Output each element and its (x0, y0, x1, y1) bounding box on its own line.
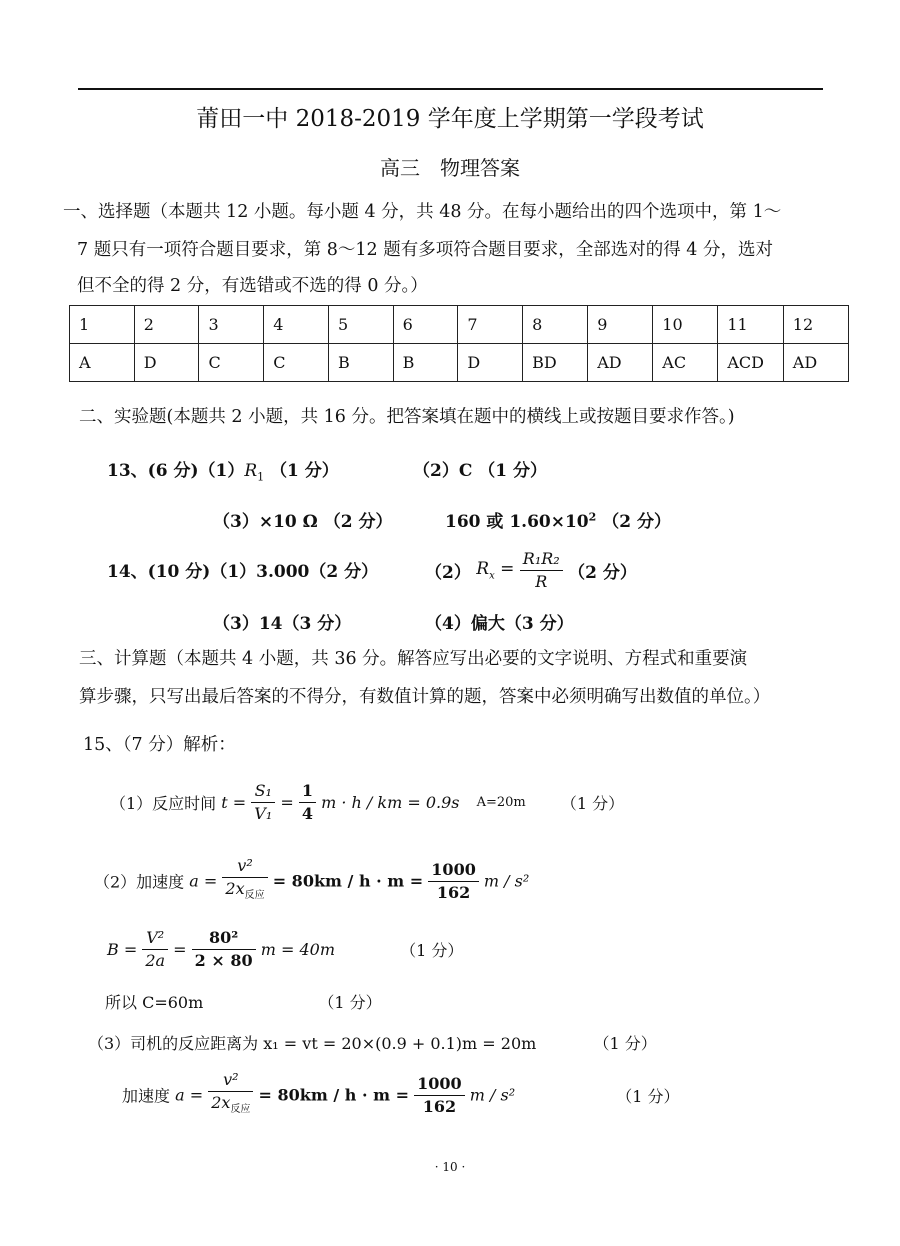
table-cell: 8 (523, 306, 588, 344)
frac-den: V₁ (254, 804, 273, 823)
q15-step2-a: a = (189, 871, 218, 891)
q15-step3-score: （1 分） (400, 941, 464, 960)
q13-part1-sub: 1 (257, 470, 265, 484)
q13-part2: （2）C （1 分） (413, 461, 548, 481)
q15-step1-score: （1 分） (560, 794, 625, 813)
table-cell: 6 (393, 306, 458, 344)
frac-num: v² (208, 1069, 253, 1092)
table-cell: B (393, 344, 458, 382)
table-cell: 12 (783, 306, 848, 344)
table-cell: AD (588, 344, 653, 382)
section3-intro-line2: 算步骤，只写出最后答案的不得分，有数值计算的题，答案中必须明确写出数值的单位。） (79, 687, 771, 707)
table-cell: D (458, 344, 523, 382)
section3-intro-line1: 三、计算题（本题共 4 小题，共 36 分。解答应写出必要的文字说明、方程式和重要演 (79, 649, 748, 669)
q15-step2-frac1 (222, 855, 267, 907)
table-cell: 4 (264, 306, 329, 344)
q15-step6-a: a = (175, 1085, 204, 1105)
q15-step2-mid: = 80km / h · m = (272, 871, 424, 891)
q15-step3 (107, 927, 463, 972)
q15-step6-score: （1 分） (616, 1086, 680, 1106)
table-cell: 5 (328, 306, 393, 344)
q14-fraction (520, 548, 563, 593)
frac-den: 162 (436, 882, 471, 902)
page-subtitle: 高三 物理答案 (380, 156, 520, 180)
frac-num: v² (222, 855, 267, 878)
frac-num: 1000 (428, 859, 479, 882)
q15-step3-frac2 (192, 927, 256, 972)
frac-den: 4 (301, 804, 313, 823)
table-cell: ACD (718, 344, 783, 382)
q15-step6-unit: m / s² (469, 1085, 516, 1105)
frac-num: 1 (299, 780, 316, 803)
section1-intro-line1: 一、选择题（本题共 12 小题。每小题 4 分，共 48 分。在每小题给出的四个选项中，第 1～ (63, 202, 782, 222)
table-cell: 11 (718, 306, 783, 344)
q14-part2 (425, 548, 637, 593)
q15-step6-frac2 (414, 1073, 465, 1118)
table-cell: 3 (199, 306, 264, 344)
q15-step3-rest: m = 40m (260, 940, 335, 959)
q13-part4-score: （2 分） (602, 512, 671, 532)
frac-num: S₁ (251, 780, 275, 803)
table-row-numbers (70, 306, 849, 344)
table-row-answers (70, 344, 849, 382)
q13-part1 (107, 456, 339, 483)
table-cell: 7 (458, 306, 523, 344)
q15-step6-frac1 (208, 1069, 253, 1121)
table-cell: AC (653, 344, 718, 382)
q15-step4-score: （1 分） (318, 993, 382, 1012)
q15-step1-rest: m · h / km = 0.9s (321, 793, 460, 812)
section2-intro: 二、实验题(本题共 2 小题，共 16 分。把答案填在题中的横线上或按题目要求作答。) (79, 407, 735, 427)
q15-step1-eq: = (280, 793, 294, 812)
q15-step6 (122, 1069, 679, 1121)
table-cell: 9 (588, 306, 653, 344)
table-cell: C (199, 344, 264, 382)
section1-intro-line3: 但不全的得 2 分，有选错或不选的得 0 分。） (77, 276, 428, 296)
q15-step5-text: （3）司机的反应距离为 x₁ = vt = 20×(0.9 + 0.1)m = 20m (88, 1034, 537, 1053)
q13-part1-label: 13、(6 分)（1） (107, 461, 245, 481)
q15-step1-frac2 (299, 780, 316, 825)
q15-step6-mid: = 80km / h · m = (258, 1085, 410, 1105)
table-cell: BD (523, 344, 588, 382)
q13-part4 (445, 507, 671, 532)
q14-part3: （3）14（3 分） (213, 614, 352, 634)
top-rule (78, 88, 823, 90)
table-cell: A (70, 344, 135, 382)
q15-step1-a: A=20m (476, 795, 526, 810)
frac-den-text: 2x (225, 879, 245, 898)
q13-part1-score: （1 分） (270, 461, 339, 481)
q13-part1-var: R (244, 461, 258, 481)
q15-step1-label: （1）反应时间 (110, 794, 217, 813)
q15-step2 (94, 855, 529, 907)
frac-den: 2a (145, 951, 166, 970)
frac-den: 2 × 80 (194, 951, 253, 970)
q15-heading: 15、（7 分）解析： (83, 735, 236, 755)
q15-step1-t: t = (221, 793, 247, 812)
table-cell: AD (783, 344, 848, 382)
table-cell: 10 (653, 306, 718, 344)
q14-lhs-sub: x (489, 570, 495, 582)
q15-step5 (88, 1031, 657, 1054)
q15-step3-frac1 (142, 927, 168, 972)
q15-step2-label: （2）加速度 (94, 872, 185, 892)
frac-num: V² (142, 927, 168, 950)
frac-den-text: 2x (211, 1093, 231, 1112)
table-cell: 1 (70, 306, 135, 344)
q14-lhs-var: R (476, 559, 490, 580)
q14-part1: 14、(10 分)（1）3.000（2 分） (107, 562, 379, 582)
q15-step1-frac1 (251, 780, 275, 825)
frac-num: 80² (192, 927, 256, 950)
frac-den (208, 1092, 253, 1121)
q15-step3-eq: = (173, 940, 187, 959)
frac-den (222, 878, 267, 907)
q14-part2-label: （2） (425, 563, 471, 583)
table-cell: C (264, 344, 329, 382)
q15-step5-score: （1 分） (593, 1034, 657, 1053)
q14-part2-lhs: $R_x$ = (476, 559, 515, 582)
page-title: 莆田一中 2018-2019 学年度上学期第一学段考试 (196, 106, 704, 132)
section1-intro-line2: 7 题只有一项符合题目要求，第 8～12 题有多项符合题目要求，全部选对的得 4 分，选对 (77, 240, 773, 260)
q14-frac-num: R₁R₂ (520, 548, 563, 571)
q14-part2-score: （2 分） (568, 563, 637, 583)
q13-part4-value: 160 或 1.60×10 (445, 512, 589, 532)
answer-table (69, 305, 849, 382)
q15-step1 (110, 780, 624, 825)
table-cell: 2 (134, 306, 199, 344)
q15-step3-b: B = (107, 940, 138, 959)
frac-den-sub: 反应 (244, 890, 265, 902)
table-cell: D (134, 344, 199, 382)
q15-step2-unit: m / s² (483, 871, 530, 891)
page-number: · 10 · (434, 1160, 466, 1174)
q15-step4 (105, 990, 382, 1013)
q13-part4-exp: 2 (588, 510, 597, 524)
q15-step6-label: 加速度 (122, 1086, 171, 1106)
frac-den: 162 (422, 1096, 457, 1116)
table-cell: B (328, 344, 393, 382)
frac-num: 1000 (414, 1073, 465, 1096)
q14-part4: （4）偏大（3 分） (425, 614, 574, 634)
q13-part3: （3）×10 Ω （2 分） (213, 512, 393, 532)
q15-step4-text: 所以 C=60m (105, 993, 204, 1012)
q15-step2-frac2 (428, 859, 479, 904)
q14-frac-den: R (535, 572, 548, 591)
frac-den-sub: 反应 (230, 1104, 251, 1116)
